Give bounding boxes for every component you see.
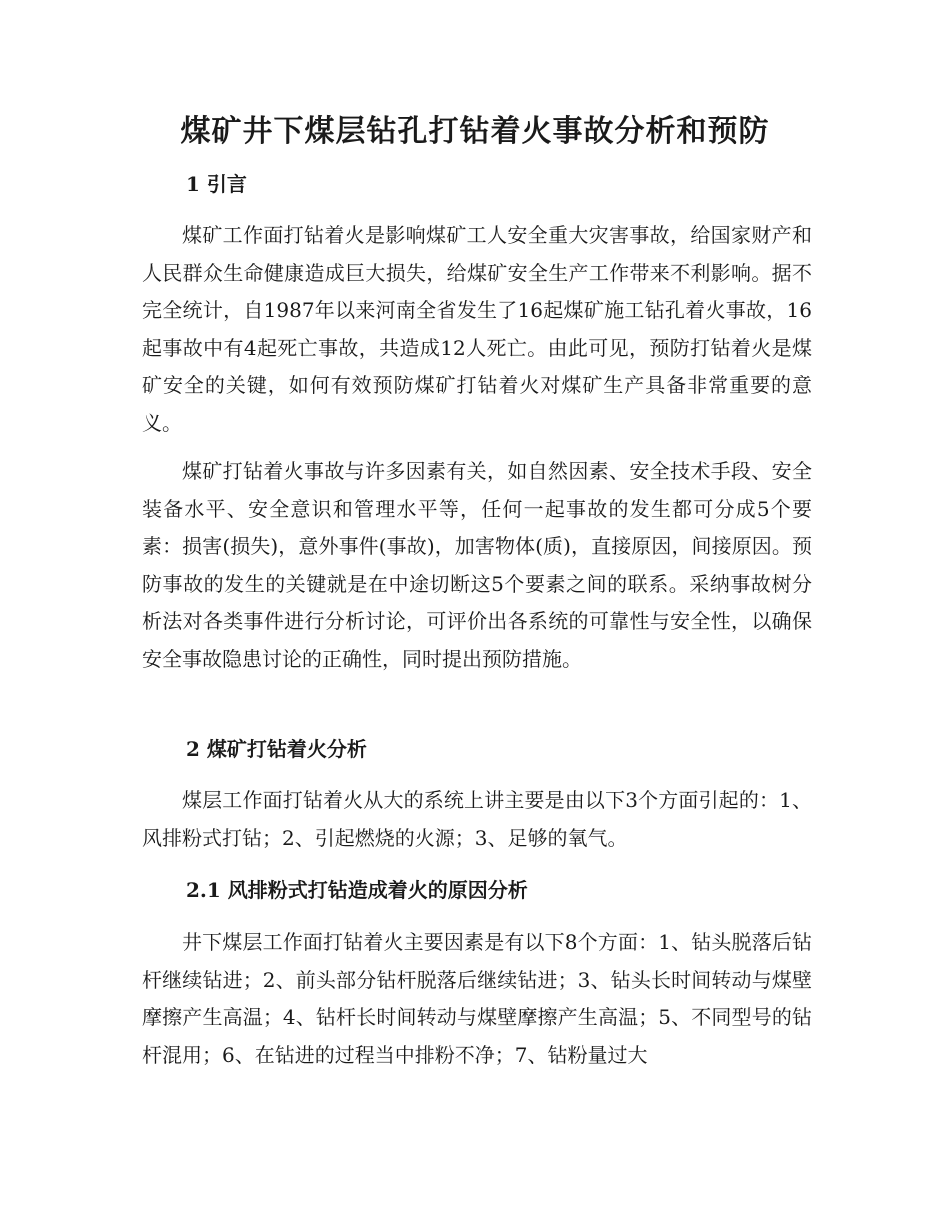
section-heading-air-powder-drilling: 2.1 风排粉式打钻造成着火的原因分析 [186, 878, 528, 902]
paragraph-intro-1: 煤矿工作面打钻着火是影响煤矿工人安全重大灾害事故，给国家财产和人民群众生命健康造成巨大损失，给煤矿安全生产工作带来不利影响。据不完全统计，自1987年以来河南全省发生了16起煤矿施工钻孔着火事故，16起事故中有4起死亡事故，共造成12人死亡。由此可见，预防打钻着火是煤矿安全的关键，如何有效预防煤矿打钻着火对煤矿生产具备非常重要的意义。 [142, 223, 812, 435]
document-title: 煤矿井下煤层钻孔打钻着火事故分析和预防 [180, 114, 770, 149]
paragraph-intro-2: 煤矿打钻着火事故与许多因素有关，如自然因素、安全技术手段、安全装备水平、安全意识和管理水平等，任何一起事故的发生都可分成5个要素：损害(损失)，意外事件(事故)，加害物体(质)，直接原因，间接原因。预防事故的发生的关键就是在中途切断这5个要素之间的联系。采纳事故树分析法对各类事件进行分析讨论，可评价出各系统的可靠性与安全性，以确保安全事故隐患讨论的正确性，同时提出预防措施。 [142, 459, 812, 671]
section-heading-introduction: 1 引言 [186, 172, 247, 196]
paragraph-air-powder-drilling-1: 井下煤层工作面打钻着火主要因素是有以下8个方面：1、钻头脱落后钻杆继续钻进；2、前头部分钻杆脱落后继续钻进；3、钻头长时间转动与煤壁摩擦产生高温；4、钻杆长时间转动与煤壁摩擦产生高温；5、不同型号的钻杆混用；6、在钻进的过程当中排粉不净；7、钻粉量过大 [142, 930, 812, 1067]
paragraph-fire-analysis-1: 煤层工作面打钻着火从大的系统上讲主要是由以下3个方面引起的：1、风排粉式打钻；2、引起燃烧的火源；3、足够的氧气。 [142, 788, 812, 850]
section-heading-fire-analysis: 2 煤矿打钻着火分析 [186, 737, 367, 761]
